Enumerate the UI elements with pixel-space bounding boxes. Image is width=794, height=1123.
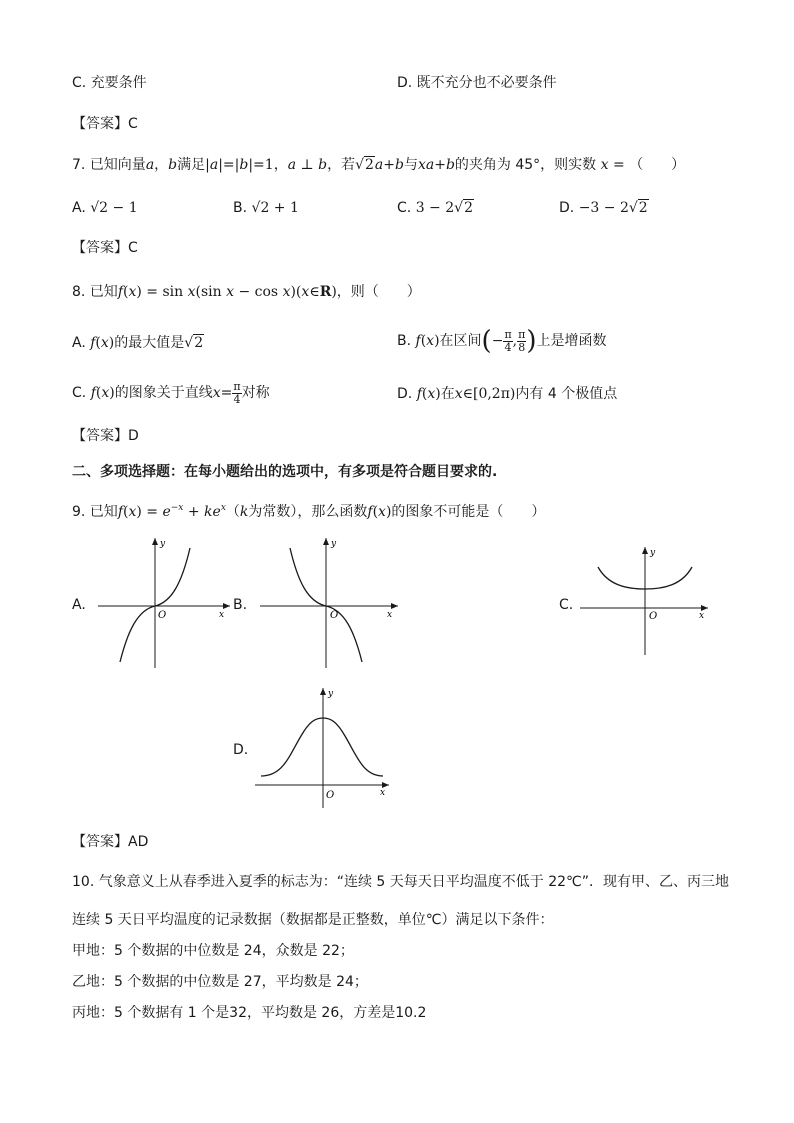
answer-label: 【答案】 xyxy=(72,240,128,256)
axis-label-y: y xyxy=(160,539,166,549)
axis-label-y: y xyxy=(650,548,656,558)
y-axis-arrow xyxy=(642,547,648,554)
q8-option-b-text: 上是增函数 xyxy=(536,333,607,349)
q8-option-d-text: 在 xyxy=(440,386,455,402)
answer-value: C xyxy=(128,240,138,256)
q8-option-a: A. f(x)的最大值是√2 xyxy=(72,335,204,351)
frac-den: 8 xyxy=(518,340,526,354)
q6-option-d: D. 既不充分也不必要条件 xyxy=(397,75,557,91)
curve xyxy=(261,718,383,776)
option-label: B. xyxy=(397,333,412,349)
answer-label: 【答案】 xyxy=(72,116,128,132)
answer-label: 【答案】 xyxy=(72,834,128,850)
origin-label: O xyxy=(330,610,339,621)
q8-option-b-text: 在区间 xyxy=(439,333,482,349)
graph-d xyxy=(253,684,393,810)
q7-stem: 7. 已知向量a，b满足|a|=|b|=1，a ⊥ b，若√2a+b与xa+b的夹角为 45°，则实数 x = （ ） xyxy=(72,157,686,173)
sqrt-arg: 2 xyxy=(464,200,473,216)
q8-option-d: D. f(x)在x∈[0,2π)内有 4 个极值点 xyxy=(397,386,618,402)
option-label: A. xyxy=(72,335,86,351)
q10-line-5: 丙地：5 个数据有 1 个是32，平均数是 26，方差是10.2 xyxy=(72,1005,427,1021)
q8-option-c: C. f(x)的图象关于直线x= $\frac{\pi}{4}$ 对称 xyxy=(72,379,270,406)
y-axis-arrow xyxy=(320,688,326,695)
graph-d-label: D. xyxy=(233,742,249,758)
q8-option-b: B. f(x)在区间(− $\frac{\pi}{4}$ , $\frac{\pi}{8}$ )上是增函数 xyxy=(397,326,607,356)
q9-stem-part: （ xyxy=(225,504,240,520)
frac-den: 4 xyxy=(233,392,241,406)
q7-option-d: D. −3 − 2√2 xyxy=(559,200,648,216)
q7-option-a-value: 2 − 1 xyxy=(99,200,138,216)
axis-label-x: x xyxy=(219,610,225,620)
q9-stem-part: 的图象不可能是（ ） xyxy=(391,504,546,520)
axis-label-y: y xyxy=(331,539,337,549)
q9-stem: 9. 已知$f(x) = e^{-x} + ke^x(k$为常数），那么函数f(x)的图象不可能是（ ） xyxy=(72,503,546,520)
y-axis-arrow xyxy=(152,538,158,545)
frac-den: 4 xyxy=(504,340,512,354)
frac-num: π xyxy=(233,379,241,393)
answer-value: C xyxy=(128,116,138,132)
q9-stem-part: 为常数），那么函数 xyxy=(248,504,368,520)
graph-c xyxy=(578,543,712,657)
question-number: 8. xyxy=(72,284,86,300)
origin-label: O xyxy=(158,610,167,621)
x-axis-arrow xyxy=(223,603,230,609)
frac-num: π xyxy=(504,327,512,341)
q7-answer xyxy=(72,239,138,257)
q8-option-d-text: 内有 4 个极值点 xyxy=(515,386,618,402)
q8-stem: 8. 已知f(x) = sin x(sin x − cos x)(x∈R)，则（ ） xyxy=(72,284,421,300)
x-axis-arrow xyxy=(391,603,398,609)
q7-option-d-value: −3 − 2 xyxy=(578,200,629,216)
q7-option-a: A. √2 − 1 xyxy=(72,200,138,216)
option-label: A. xyxy=(72,200,86,216)
origin-label: O xyxy=(326,790,335,801)
option-label: C. xyxy=(72,385,87,401)
option-label: D. xyxy=(397,386,413,402)
option-label: C. xyxy=(397,200,412,216)
q10-line-4: 乙地：5 个数据的中位数是 27，平均数是 24； xyxy=(72,974,368,990)
sqrt-arg: 2 xyxy=(638,200,648,216)
q10-line-1: 10. 气象意义上从春季进入夏季的标志为：“连续 5 天每天日平均温度不低于 22℃”．现有甲、乙、丙三地 xyxy=(72,874,730,890)
axis-label-x: x xyxy=(380,788,386,798)
q10-line-3: 甲地：5 个数据的中位数是 24，众数是 22； xyxy=(72,943,354,959)
answer-value: AD xyxy=(128,834,149,850)
q8-option-a-text: 的最大值是 xyxy=(114,335,185,351)
origin-label: O xyxy=(649,611,658,622)
q7-stem-part: 已知向量 xyxy=(89,157,146,173)
q9-answer xyxy=(72,833,148,851)
q7-stem-part: 满足 xyxy=(177,157,206,173)
q8-stem-part: 已知 xyxy=(89,284,118,300)
graph-a xyxy=(94,534,234,670)
q7-option-b: B. √2 + 1 xyxy=(233,200,299,216)
graph-b xyxy=(256,534,402,670)
q8-option-c-text: 对称 xyxy=(241,385,270,401)
q7-option-b-value: 2 + 1 xyxy=(260,200,299,216)
graph-a-label: A. xyxy=(72,597,86,613)
axis-label-x: x xyxy=(699,611,705,621)
q6-option-c: C. 充要条件 xyxy=(72,75,147,91)
answer-label: 【答案】 xyxy=(72,428,128,444)
question-number: 7. xyxy=(72,157,86,173)
graph-c-label: C. xyxy=(559,597,574,613)
answer-value: D xyxy=(128,428,139,444)
q7-option-c-value: 3 − 2 xyxy=(415,200,455,216)
graph-b-label: B. xyxy=(233,597,248,613)
q8-answer xyxy=(72,427,139,445)
q7-option-c: C. 3 − 2√2 xyxy=(397,200,473,216)
section-heading: 二、多项选择题：在每小题给出的选项中，有多项是符合题目要求的. xyxy=(72,464,498,480)
y-axis-arrow xyxy=(323,538,329,545)
question-number: 9. xyxy=(72,504,86,520)
q10-line-2: 连续 5 天日平均温度的记录数据（数据都是正整数，单位℃）满足以下条件： xyxy=(72,912,554,928)
q7-stem-part: ，若 xyxy=(327,157,356,173)
q8-stem-part: ，则（ ） xyxy=(336,284,421,300)
q7-stem-part: （ ） xyxy=(629,157,686,173)
q7-stem-part: 的夹角为 45°，则实数 xyxy=(454,157,597,173)
q6-answer xyxy=(72,115,138,133)
q9-stem-part: 已知 xyxy=(89,504,118,520)
q8-option-c-text: 的图象关于直线 xyxy=(114,385,213,401)
frac-num: π xyxy=(518,327,526,341)
axis-label-x: x xyxy=(387,610,393,620)
axis-label-y: y xyxy=(328,689,334,699)
q7-stem-part: 与 xyxy=(403,157,418,173)
option-label: B. xyxy=(233,200,248,216)
option-label: D. xyxy=(559,200,575,216)
